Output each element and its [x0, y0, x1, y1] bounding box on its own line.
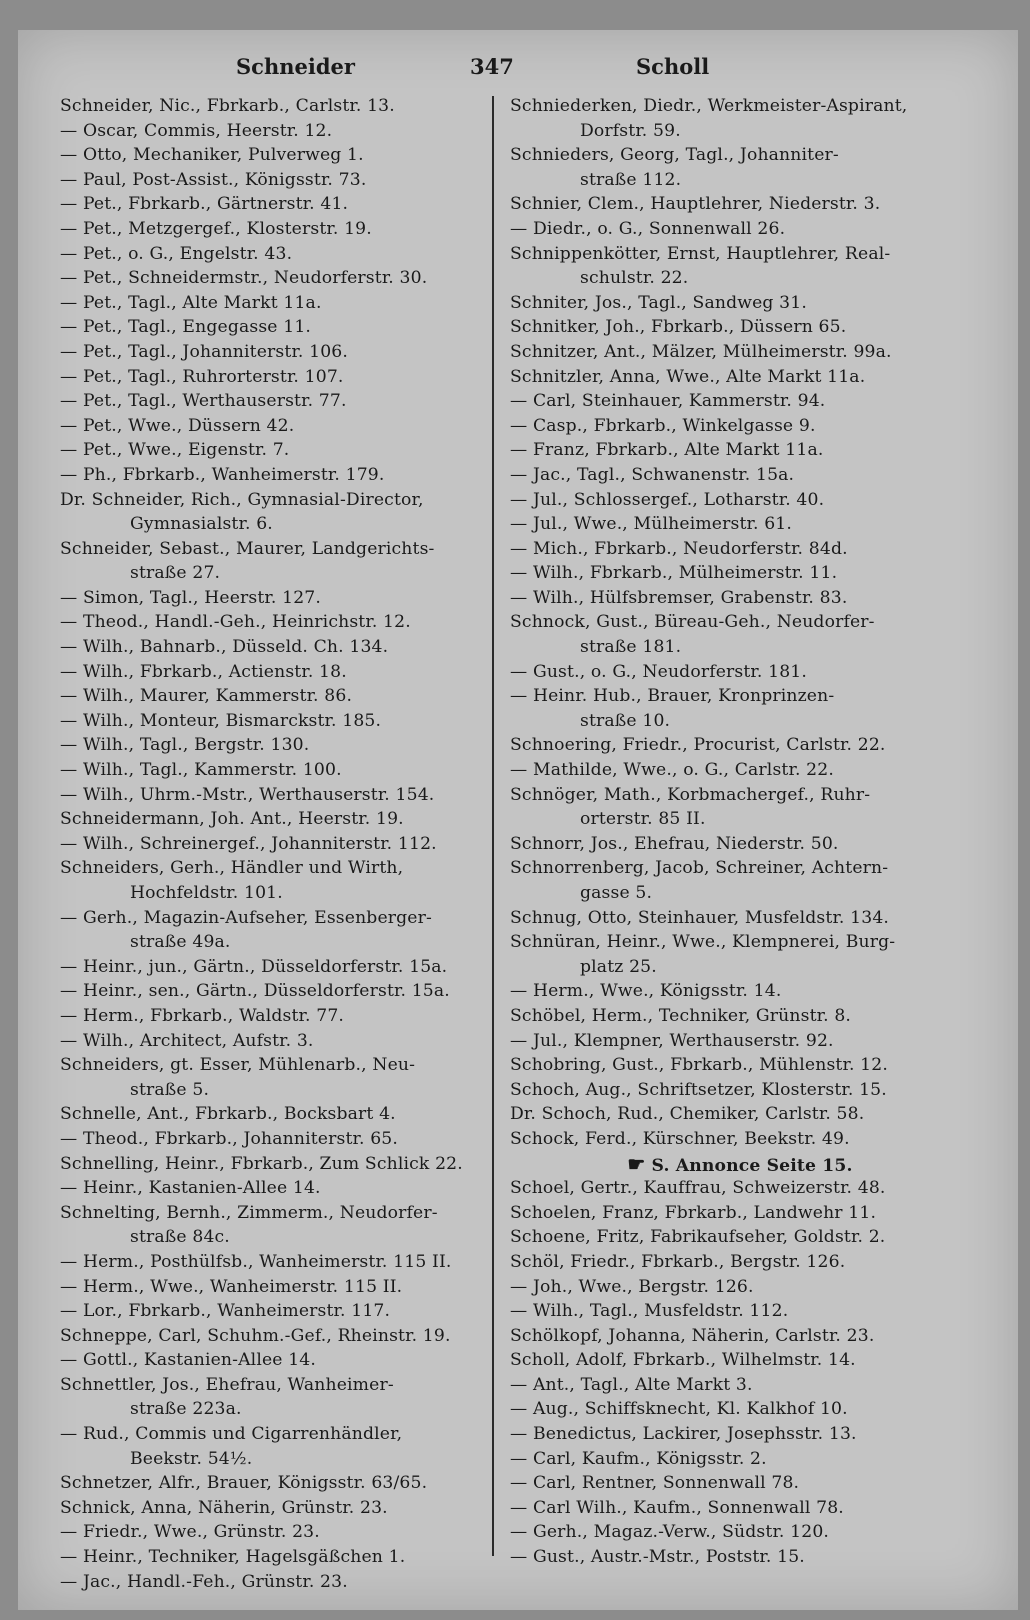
directory-entry: — Paul, Post-Assist., Königsstr. 73.	[60, 169, 367, 190]
directory-entry: — Rud., Commis und Cigarrenhändler,	[60, 1424, 403, 1445]
directory-entry: — Pet., Tagl., Alte Markt 11a.	[60, 292, 322, 313]
directory-entry: — Pet., o. G., Engelstr. 43.	[60, 243, 293, 264]
directory-entry: — Wilh., Fbrkarb., Actienstr. 18.	[60, 661, 347, 682]
directory-entry: — Carl, Steinhauer, Kammerstr. 94.	[510, 391, 826, 412]
directory-entry: — Wilh., Uhrm.-Mstr., Werthauserstr. 154.	[60, 784, 435, 805]
directory-entry: Schneider, Sebast., Maurer, Landgerichts-	[60, 538, 435, 559]
entry-continuation: Hochfeldstr. 101.	[130, 883, 283, 903]
directory-entry: Dr. Schoch, Rud., Chemiker, Carlstr. 58.	[510, 1104, 865, 1125]
page-header	[18, 46, 1018, 86]
entry-continuation: straße 49a.	[130, 932, 231, 953]
directory-entry: Schneiders, gt. Esser, Mühlenarb., Neu-	[60, 1055, 416, 1076]
entry-continuation: Beekstr. 54½.	[130, 1448, 253, 1469]
directory-entry: — Pet., Schneidermstr., Neudorferstr. 30.	[60, 268, 428, 289]
directory-entry: Schölkopf, Johanna, Näherin, Carlstr. 23.	[510, 1325, 875, 1346]
right-column	[510, 94, 950, 1570]
directory-entry: Schoel, Gertr., Kauffrau, Schweizerstr. 48.	[510, 1178, 886, 1199]
directory-entry: — Benedictus, Lackirer, Josephsstr. 13.	[510, 1424, 857, 1445]
directory-entry: — Wilh., Bahnarb., Düsseld. Ch. 134.	[60, 637, 389, 658]
directory-entry: — Heinr., Kastanien-Allee 14.	[60, 1178, 321, 1199]
directory-entry: — Otto, Mechaniker, Pulverweg 1.	[60, 145, 364, 166]
directory-entry: — Theod., Fbrkarb., Johanniterstr. 65.	[60, 1128, 399, 1149]
notice-text: S. Annonce Seite 15.	[651, 1155, 853, 1176]
directory-entry: Dr. Schneider, Rich., Gymnasial-Director,	[60, 489, 424, 510]
directory-entry: — Wilh., Hülfsbremser, Grabenstr. 83.	[510, 587, 848, 608]
directory-entry: — Pet., Tagl., Werthauserstr. 77.	[60, 391, 347, 412]
directory-entry: Schoelen, Franz, Fbrkarb., Landwehr 11.	[510, 1202, 877, 1223]
directory-entry: — Jac., Tagl., Schwanenstr. 15a.	[510, 464, 795, 485]
directory-entry: Schnick, Anna, Näherin, Grünstr. 23.	[60, 1497, 388, 1518]
directory-entry: — Gerh., Magaz.-Verw., Südstr. 120.	[510, 1522, 830, 1543]
directory-entry: — Gerh., Magazin-Aufseher, Essenberger-	[60, 907, 432, 928]
directory-entry: — Wilh., Monteur, Bismarckstr. 185.	[60, 710, 382, 731]
directory-entry: Schnoering, Friedr., Procurist, Carlstr. 22.	[510, 735, 886, 756]
directory-entry: — Carl, Rentner, Sonnenwall 78.	[510, 1473, 800, 1494]
directory-entry: — Aug., Schiffsknecht, Kl. Kalkhof 10.	[510, 1399, 848, 1420]
header-right-keyword: Scholl	[636, 54, 710, 79]
directory-entry: — Franz, Fbrkarb., Alte Markt 11a.	[510, 440, 824, 461]
directory-entry: — Casp., Fbrkarb., Winkelgasse 9.	[510, 415, 816, 436]
right-column-entries	[510, 94, 950, 1152]
directory-entry: — Heinr., jun., Gärtn., Düsseldorferstr. 15a.	[60, 956, 448, 977]
directory-entry: — Wilh., Architect, Aufstr. 3.	[60, 1030, 314, 1051]
page-number: 347	[470, 54, 514, 79]
directory-entry: Schniederken, Diedr., Werkmeister-Aspirant,	[510, 96, 908, 116]
directory-entry: — Wilh., Maurer, Kammerstr. 86.	[60, 686, 353, 707]
directory-entry: Schöbel, Herm., Techniker, Grünstr. 8.	[510, 1005, 852, 1026]
directory-entry: — Pet., Tagl., Johanniterstr. 106.	[60, 341, 349, 362]
directory-entry: Schniter, Jos., Tagl., Sandweg 31.	[510, 292, 807, 313]
directory-entry: Schnippenkötter, Ernst, Hauptlehrer, Real-	[510, 243, 891, 264]
directory-entry: — Pet., Fbrkarb., Gärtnerstr. 41.	[60, 194, 349, 215]
directory-entry: — Wilh., Schreinergef., Johanniterstr. 112.	[60, 833, 437, 854]
directory-entry: Schoch, Aug., Schriftsetzer, Klosterstr. 15.	[510, 1079, 887, 1100]
directory-entry: Schock, Ferd., Kürschner, Beekstr. 49.	[510, 1128, 850, 1149]
directory-entry: Schnock, Gust., Büreau-Geh., Neudorfer-	[510, 612, 875, 633]
entry-continuation: schulstr. 22.	[580, 268, 689, 289]
directory-entry: — Wilh., Fbrkarb., Mülheimerstr. 11.	[510, 563, 838, 584]
entry-continuation: straße 181.	[580, 637, 682, 658]
directory-entry: — Joh., Wwe., Bergstr. 126.	[510, 1276, 754, 1297]
directory-entry: — Herm., Wwe., Wanheimerstr. 115 II.	[60, 1276, 403, 1297]
directory-entry: — Mathilde, Wwe., o. G., Carlstr. 22.	[510, 760, 834, 781]
directory-entry: — Pet., Wwe., Düssern 42.	[60, 415, 295, 436]
directory-entry: — Herm., Posthülfsb., Wanheimerstr. 115 II.	[60, 1251, 452, 1272]
directory-entry: — Pet., Tagl., Engegasse 11.	[60, 317, 312, 338]
directory-entry: — Jul., Wwe., Mülheimerstr. 61.	[510, 514, 792, 535]
directory-entry: — Friedr., Wwe., Grünstr. 23.	[60, 1522, 320, 1543]
directory-entry: Schnieders, Georg, Tagl., Johanniter-	[510, 145, 839, 166]
entry-continuation: straße 10.	[580, 710, 671, 731]
directory-entry: Schnitzer, Ant., Mälzer, Mülheimerstr. 99a.	[510, 341, 892, 362]
directory-entry: — Wilh., Tagl., Bergstr. 130.	[60, 735, 310, 756]
directory-entry: — Oscar, Commis, Heerstr. 12.	[60, 120, 333, 141]
directory-entry: — Ph., Fbrkarb., Wanheimerstr. 179.	[60, 464, 385, 485]
directory-entry: Schobring, Gust., Fbrkarb., Mühlenstr. 12.	[510, 1055, 888, 1076]
directory-entry: Schnüran, Heinr., Wwe., Klempnerei, Burg-	[510, 932, 896, 953]
directory-entry: Schneiders, Gerh., Händler und Wirth,	[60, 858, 404, 879]
directory-entry: Schnettler, Jos., Ehefrau, Wanheimer-	[60, 1374, 394, 1395]
directory-entry: — Gust., o. G., Neudorferstr. 181.	[510, 661, 807, 682]
left-column	[60, 94, 492, 1594]
directory-entry: Schnitker, Joh., Fbrkarb., Düssern 65.	[510, 317, 847, 338]
directory-entry: — Herm., Fbrkarb., Waldstr. 77.	[60, 1005, 345, 1026]
entry-continuation: orterstr. 85 II.	[580, 809, 706, 830]
entry-continuation: platz 25.	[580, 956, 657, 977]
directory-entry: — Wilh., Tagl., Kammerstr. 100.	[60, 760, 342, 781]
directory-entry: Schnelling, Heinr., Fbrkarb., Zum Schlick 22.	[60, 1153, 463, 1174]
directory-entry: — Simon, Tagl., Heerstr. 127.	[60, 587, 321, 608]
directory-entry: Schnelle, Ant., Fbrkarb., Bocksbart 4.	[60, 1104, 396, 1125]
directory-entry: — Jul., Klempner, Werthauserstr. 92.	[510, 1030, 834, 1051]
directory-entry: Schoene, Fritz, Fabrikaufseher, Goldstr. 2.	[510, 1227, 886, 1248]
directory-entry: Schneidermann, Joh. Ant., Heerstr. 19.	[60, 809, 404, 830]
directory-entry: Schnorr, Jos., Ehefrau, Niederstr. 50.	[510, 833, 839, 854]
directory-entry: — Ant., Tagl., Alte Markt 3.	[510, 1374, 753, 1395]
entry-continuation: straße 5.	[130, 1079, 210, 1100]
directory-entry: — Heinr., sen., Gärtn., Düsseldorferstr. 15a.	[60, 981, 450, 1002]
directory-entry: Schnorrenberg, Jacob, Schreiner, Achtern-	[510, 858, 889, 879]
directory-entry: — Mich., Fbrkarb., Neudorferstr. 84d.	[510, 538, 848, 559]
directory-entry: — Wilh., Tagl., Musfeldstr. 112.	[510, 1301, 789, 1322]
directory-entry: — Lor., Fbrkarb., Wanheimerstr. 117.	[60, 1301, 391, 1322]
directory-entry: Schnetzer, Alfr., Brauer, Königsstr. 63/65.	[60, 1473, 428, 1494]
entry-continuation: straße 112.	[580, 169, 682, 190]
directory-entry: Schneider, Nic., Fbrkarb., Carlstr. 13.	[60, 96, 395, 116]
directory-entry: — Gottl., Kastanien-Allee 14.	[60, 1350, 317, 1371]
directory-entry: Schnitzler, Anna, Wwe., Alte Markt 11a.	[510, 366, 866, 387]
directory-entry: — Jac., Handl.-Feh., Grünstr. 23.	[60, 1571, 348, 1592]
directory-entry: Schneppe, Carl, Schuhm.-Gef., Rheinstr. 19.	[60, 1325, 451, 1346]
directory-entry: — Jul., Schlossergef., Lotharstr. 40.	[510, 489, 825, 510]
directory-entry: Scholl, Adolf, Fbrkarb., Wilhelmstr. 14.	[510, 1350, 856, 1371]
directory-entry: — Pet., Tagl., Ruhrorterstr. 107.	[60, 366, 344, 387]
directory-entry: Schnier, Clem., Hauptlehrer, Niederstr. 3.	[510, 194, 881, 215]
entry-continuation: Gymnasialstr. 6.	[130, 514, 273, 535]
entry-continuation: straße 27.	[130, 563, 221, 584]
directory-entry: — Carl, Kaufm., Königsstr. 2.	[510, 1448, 767, 1469]
directory-entry: Schnug, Otto, Steinhauer, Musfeldstr. 134.	[510, 907, 890, 928]
directory-entry: — Carl Wilh., Kaufm., Sonnenwall 78.	[510, 1497, 844, 1518]
directory-page	[18, 30, 1018, 1610]
column-divider	[492, 96, 494, 1556]
directory-entry: — Diedr., o. G., Sonnenwall 26.	[510, 218, 786, 239]
entry-continuation: gasse 5.	[580, 883, 653, 903]
directory-entry: — Heinr. Hub., Brauer, Kronprinzen-	[510, 686, 835, 707]
directory-entry: — Pet., Metzgergef., Klosterstr. 19.	[60, 218, 372, 239]
directory-entry: — Gust., Austr.-Mstr., Poststr. 15.	[510, 1547, 805, 1568]
directory-entry: Schöl, Friedr., Fbrkarb., Bergstr. 126.	[510, 1251, 846, 1272]
advertisement-notice	[510, 1152, 950, 1177]
directory-entry: Schnelting, Bernh., Zimmerm., Neudorfer-	[60, 1202, 438, 1223]
header-left-keyword: Schneider	[236, 54, 355, 79]
directory-entry: — Pet., Wwe., Eigenstr. 7.	[60, 440, 290, 461]
directory-entry: Schnöger, Math., Korbmachergef., Ruhr-	[510, 784, 871, 805]
directory-entry: — Herm., Wwe., Königsstr. 14.	[510, 981, 782, 1002]
right-column-entries-continued	[510, 1176, 950, 1570]
directory-entry: — Theod., Handl.-Geh., Heinrichstr. 12.	[60, 612, 411, 633]
entry-continuation: straße 84c.	[130, 1227, 230, 1248]
directory-entry: — Heinr., Techniker, Hagelsgäßchen 1.	[60, 1547, 406, 1568]
pointing-hand-icon: ☛	[627, 1151, 646, 1176]
entry-continuation: Dorfstr. 59.	[580, 120, 681, 141]
entry-continuation: straße 223a.	[130, 1399, 242, 1420]
